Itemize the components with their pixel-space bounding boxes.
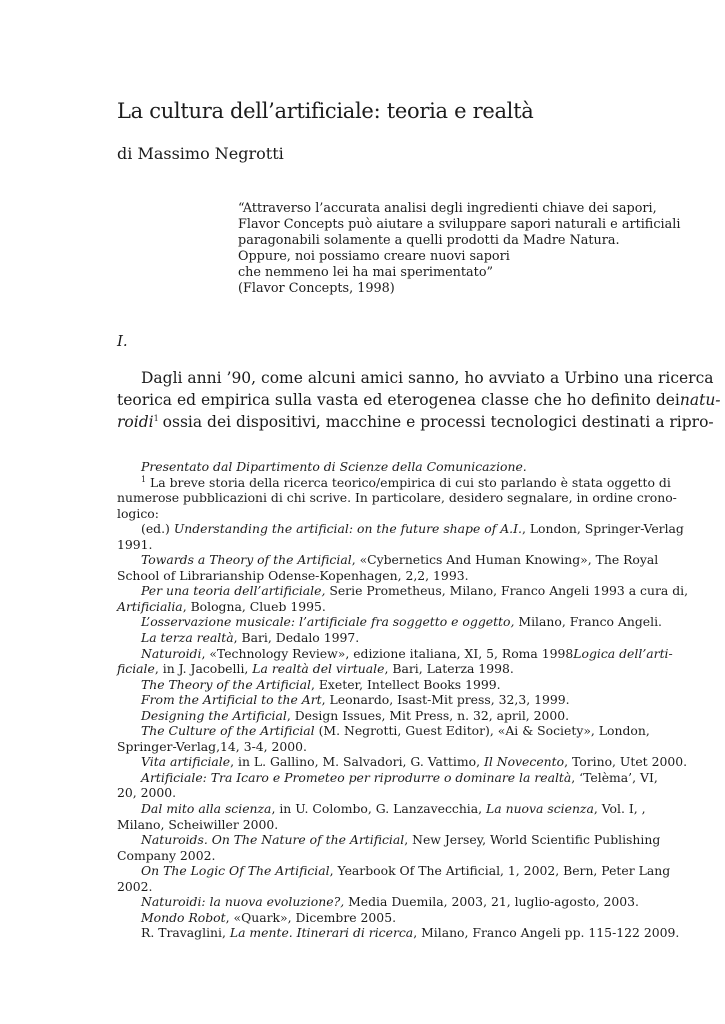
ref-text	[141, 614, 662, 630]
ref-details: Milano, Franco Angeli.	[514, 614, 662, 630]
body-line	[117, 367, 714, 389]
reference-item	[117, 863, 671, 879]
ref-title: Designing the Artificial	[141, 707, 287, 723]
ref-text	[141, 863, 670, 879]
reference-item	[117, 583, 689, 599]
reference-item-cont	[117, 739, 599, 755]
ref-title: La mente. Itinerari di ricerca	[229, 925, 414, 941]
ref-details: , Leonardo, Isast-Mit press, 32,3, 1999.	[321, 692, 570, 708]
ref-details: Serie Prometheus, Milano, Franco Angeli 1993 a cura di,	[325, 583, 689, 599]
ref-text	[141, 910, 396, 926]
footnote-mark: 1	[141, 474, 147, 484]
reference-item	[117, 801, 646, 817]
reference-item	[117, 552, 659, 568]
ref-text	[141, 552, 658, 568]
ref-details: , Milano, Franco Angeli pp. 115-122 2009.	[413, 925, 680, 941]
ref-title: Per una teoria dell’artificiale,	[141, 583, 326, 599]
reference-item	[117, 692, 599, 708]
ref-prefix: R. Travaglini,	[141, 925, 230, 941]
ref-text	[141, 832, 660, 848]
epigraph-line: paragonabili solamente a quelli prodotti da Madre Natura.	[238, 233, 620, 248]
ref-title: Artificialia	[117, 598, 183, 614]
ref-text	[141, 646, 673, 662]
footnote-line	[117, 490, 677, 506]
ref-title: The Culture of the Artificial	[141, 723, 315, 739]
ref-details: , Exeter, Intellect Books 1999.	[310, 676, 501, 692]
footnote-group	[141, 475, 671, 491]
reference-item	[117, 677, 599, 693]
note-text: logico:	[117, 505, 159, 521]
ref-text	[141, 754, 687, 770]
ref-title: Naturoids. On The Nature of the Artificial	[141, 832, 405, 848]
section-number: I.	[117, 332, 128, 350]
reference-item	[117, 910, 599, 926]
epigraph-line: “Attraverso l’accurata analisi degli ingredienti chiave dei sapori,	[238, 201, 657, 216]
author-line: di Massimo Negrotti	[117, 144, 284, 163]
ref-details: , ‘Telèma’, VI,	[571, 769, 658, 785]
ref-details: , «Quark», Dicembre 2005.	[225, 909, 397, 925]
reference-item-cont	[117, 785, 599, 801]
ref-text	[117, 661, 514, 677]
ref-details: , Bologna, Clueb 1995.	[182, 598, 326, 614]
body-italic-term: roidi	[117, 413, 154, 431]
ref-details: (M. Negrotti, Guest Editor), «Ai & Society», London,	[314, 723, 650, 739]
ref-details: Media Duemila, 2003, 21, luglio-agosto, 2003.	[344, 894, 639, 910]
reference-item-cont	[117, 568, 599, 584]
footnote-line	[117, 506, 599, 522]
ref-text	[141, 801, 646, 817]
reference-item	[117, 925, 680, 941]
epigraph-line: Oppure, noi possiamo creare nuovi sapori	[238, 249, 510, 264]
epigraph-quote	[238, 201, 681, 297]
footnotes	[117, 459, 689, 941]
ref-details: 1991.	[117, 536, 153, 552]
epigraph-source: (Flavor Concepts, 1998)	[238, 281, 395, 296]
ref-text	[141, 894, 639, 910]
ref-text	[141, 723, 650, 739]
ref-title: Naturoidi	[141, 645, 202, 661]
footnote-reference: 1	[153, 413, 159, 423]
ref-details: 20, 2000.	[117, 785, 177, 801]
ref-title: Dal mito alla scienza	[141, 801, 272, 817]
ref-details: Company 2002.	[117, 847, 216, 863]
body-term-group	[117, 411, 159, 433]
ref-details: , New Jersey, World Scientific Publishing	[404, 832, 661, 848]
reference-item	[117, 769, 658, 786]
reference-item-cont	[117, 599, 599, 615]
body-line	[117, 389, 721, 411]
reference-item	[117, 645, 673, 662]
ref-title: La realtà del virtuale	[252, 661, 385, 677]
ref-details: Milano, Scheiwiller 2000.	[117, 816, 279, 832]
ref-details: , in U. Colombo, G. Lanzavecchia,	[271, 801, 487, 817]
ref-details: , «Technology Review», edizione italiana, XI, 5, Roma 1998	[201, 645, 574, 661]
reference-item-cont	[117, 879, 599, 895]
body-text	[117, 367, 721, 433]
body-italic-term: natu-	[679, 391, 721, 409]
ref-text	[141, 692, 570, 708]
article-title: La cultura dell’artificiale: teoria e realtà	[117, 99, 534, 123]
ref-title: Towards a Theory of the Artificial	[141, 552, 352, 568]
note-text: numerose pubblicazioni di chi scrive. In particolare, desidero segnalare, in ordine crono-	[117, 490, 677, 506]
epigraph-line: che nemmeno lei ha mai sperimentato”	[238, 265, 494, 280]
body-line	[117, 411, 714, 433]
ref-details: , Design Issues, Mit Press, n. 32, april, 2000.	[286, 707, 570, 723]
body-line-text: Dagli anni ’90, come alcuni amici sanno, ho avviato a Urbino una ricerca	[141, 369, 714, 387]
reference-item	[117, 630, 599, 646]
reference-item	[117, 708, 599, 724]
ref-title: L’osservazione musicale: l’artificiale fra soggetto e oggetto,	[141, 614, 515, 630]
body-line-text: teorica ed empirica sulla vasta ed eterogenea classe che ho definito dei	[117, 391, 680, 409]
reference-item-cont	[117, 817, 599, 833]
ref-text	[117, 599, 326, 615]
reference-item	[117, 723, 650, 739]
ref-details: , Bari, Dedalo 1997.	[233, 630, 360, 646]
ref-details: , Vol. I, ,	[593, 801, 646, 817]
reference-item	[117, 832, 661, 848]
reference-item-cont	[117, 661, 599, 677]
presentation-note	[117, 459, 599, 475]
ref-details: Springer-Verlag,14, 3-4, 2000.	[117, 738, 307, 754]
ref-title: La nuova scienza	[486, 801, 594, 817]
reference-item	[117, 614, 662, 630]
ref-details: 2002.	[117, 878, 153, 894]
reference-item	[117, 894, 639, 910]
ref-details: , Yearbook Of The Artificial, 1, 2002, Bern, Peter Lang	[329, 863, 671, 879]
note-text: La breve storia della ricerca teorico/empirica di cui sto parlando è stata oggetto di	[150, 474, 671, 490]
reference-item-cont	[117, 848, 599, 864]
ref-title: Mondo Robot	[141, 909, 226, 925]
ref-details: , in L. Gallino, M. Salvadori, G. Vattimo,	[230, 754, 484, 770]
ref-title: La terza realtà	[141, 630, 234, 646]
ref-title: Logica dell’arti-	[573, 645, 673, 661]
ref-text	[141, 708, 569, 724]
ref-title: ficiale	[117, 661, 155, 677]
ref-text	[141, 925, 679, 941]
footnote-line	[117, 474, 671, 491]
ref-details: , London, Springer-Verlag	[521, 521, 684, 537]
ref-details: School of Librarianship Odense-Kopenhagen, 2,2, 1993.	[117, 567, 469, 583]
ref-text	[141, 677, 501, 693]
ref-title: Understanding the artificial: on the future shape of A.I.	[173, 521, 522, 537]
epigraph-line: Flavor Concepts può aiutare a sviluppare sapori naturali e artificiali	[238, 217, 681, 232]
ref-text	[141, 630, 359, 646]
reference-item	[117, 521, 684, 537]
ref-title: Naturoidi: la nuova evoluzione?,	[141, 894, 345, 910]
ref-title: Il Novecento	[483, 754, 565, 770]
ref-title: Vita artificiale	[141, 754, 231, 770]
ref-details: , Torino, Utet 2000.	[564, 754, 688, 770]
ref-text	[141, 583, 688, 599]
body-line-text: ossia dei dispositivi, macchine e processi tecnologici destinati a ripro-	[162, 413, 714, 431]
ref-details: , Bari, Laterza 1998.	[384, 661, 514, 677]
ref-details: , «Cybernetics And Human Knowing», The Royal	[351, 552, 659, 568]
note-text: Presentato dal Dipartimento di Scienze della Comunicazione.	[141, 459, 527, 474]
reference-item	[117, 754, 688, 770]
ref-prefix: (ed.)	[141, 521, 174, 537]
ref-title: Artificiale: Tra Icaro e Prometeo per riprodurre o dominare la realtà	[141, 769, 572, 785]
ref-title: On The Logic Of The Artificial	[141, 863, 330, 879]
ref-text	[141, 521, 684, 537]
ref-text	[141, 770, 658, 786]
reference-item-cont	[117, 537, 599, 553]
ref-title: From the Artificial to the Art	[141, 692, 322, 708]
ref-title: The Theory of the Artificial	[141, 676, 311, 692]
ref-details: , in J. Jacobelli,	[154, 661, 253, 677]
